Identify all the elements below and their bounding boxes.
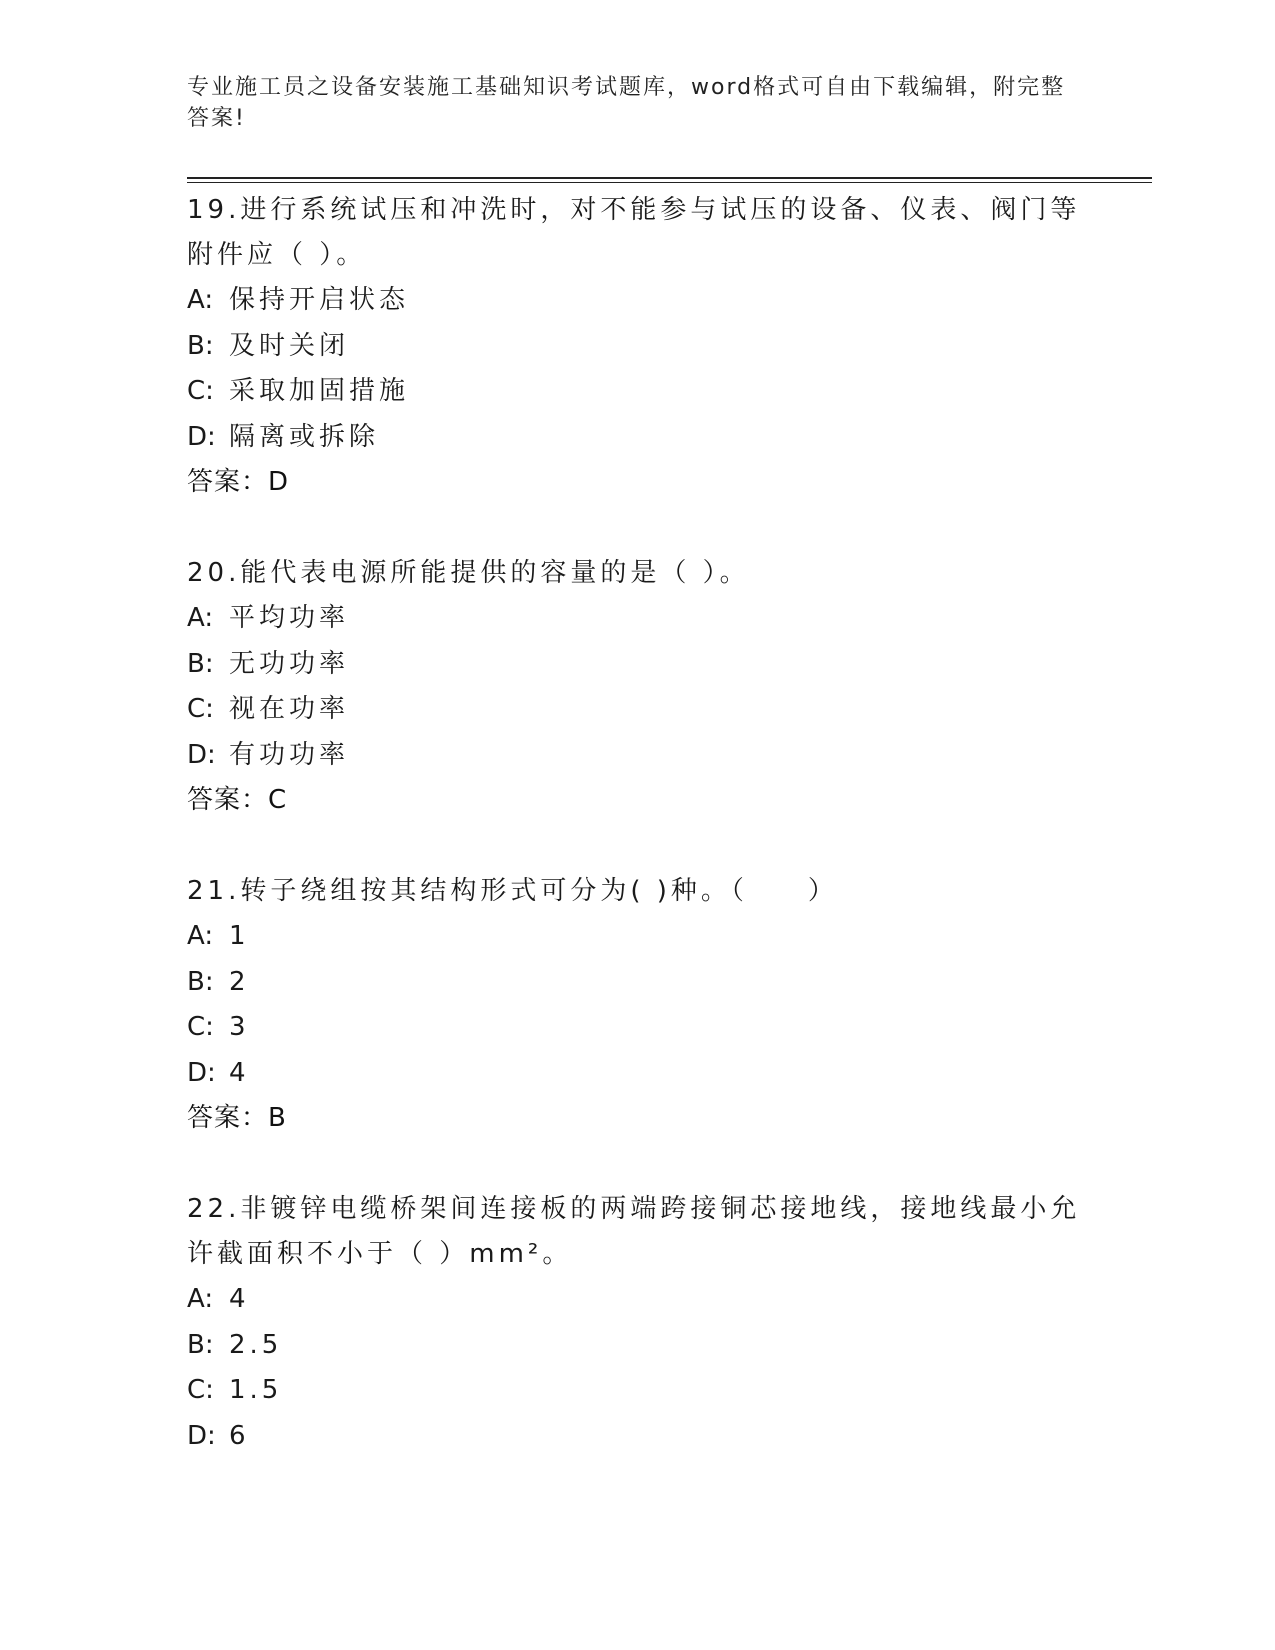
option-key: A: bbox=[187, 603, 214, 633]
option-b bbox=[187, 960, 1087, 1006]
option-text: 4 bbox=[229, 1284, 250, 1314]
question-21 bbox=[187, 869, 1087, 1141]
option-c bbox=[187, 1368, 1087, 1414]
option-c bbox=[187, 1005, 1087, 1051]
option-text: 平均功率 bbox=[229, 603, 350, 633]
option-key: C: bbox=[187, 376, 214, 406]
header-divider-thick bbox=[187, 177, 1152, 179]
question-22 bbox=[187, 1187, 1087, 1459]
option-b bbox=[187, 642, 1087, 688]
option-key: D: bbox=[187, 1057, 216, 1088]
answer-value: B bbox=[268, 1103, 287, 1133]
option-c bbox=[187, 369, 1087, 415]
option-text: 视在功率 bbox=[229, 694, 350, 724]
question-list bbox=[187, 188, 1087, 1505]
option-text: 3 bbox=[229, 1012, 250, 1042]
answer-value: D bbox=[268, 467, 290, 497]
answer-label: 答案： bbox=[187, 467, 269, 497]
answer-line bbox=[187, 1096, 1087, 1141]
answer-value: C bbox=[268, 785, 288, 815]
option-text: 采取加固措施 bbox=[229, 376, 410, 406]
option-a bbox=[187, 914, 1087, 960]
answer-line bbox=[187, 460, 1087, 505]
option-text: 4 bbox=[229, 1057, 250, 1088]
option-key: C: bbox=[187, 1012, 214, 1042]
question-stem: 20.能代表电源所能提供的容量的是（ ）。 bbox=[187, 558, 750, 588]
option-d bbox=[187, 415, 1087, 461]
option-key: B: bbox=[187, 330, 214, 361]
question-stem: 22.非镀锌电缆桥架间连接板的两端跨接铜芯接地线，接地线最小允许截面积不小于（ ）mm²。 bbox=[187, 1194, 1081, 1269]
option-text: 1 bbox=[229, 921, 250, 951]
option-key: A: bbox=[187, 1284, 214, 1314]
option-text: 2 bbox=[229, 966, 250, 997]
answer-line bbox=[187, 778, 1087, 823]
question-19 bbox=[187, 188, 1087, 505]
option-d bbox=[187, 1051, 1087, 1097]
option-text: 有功功率 bbox=[229, 739, 350, 770]
question-stem: 21.转子绕组按其结构形式可分为( )种。（ ） bbox=[187, 876, 838, 906]
option-key: A: bbox=[187, 285, 214, 315]
option-key: D: bbox=[187, 1420, 216, 1451]
option-key: B: bbox=[187, 1329, 214, 1360]
option-b bbox=[187, 1323, 1087, 1369]
option-key: A: bbox=[187, 921, 214, 951]
option-d bbox=[187, 1414, 1087, 1460]
document-header: 专业施工员之设备安装施工基础知识考试题库，word格式可自由下载编辑，附完整答案! bbox=[187, 75, 1066, 131]
option-text: 隔离或拆除 bbox=[229, 421, 380, 452]
option-text: 6 bbox=[229, 1420, 250, 1451]
option-a bbox=[187, 278, 1087, 324]
option-text: 及时关闭 bbox=[229, 330, 350, 361]
option-a bbox=[187, 1277, 1087, 1323]
option-d bbox=[187, 733, 1087, 779]
option-text: 无功功率 bbox=[229, 648, 350, 679]
answer-label: 答案： bbox=[187, 785, 269, 815]
option-key: D: bbox=[187, 421, 216, 452]
option-c bbox=[187, 687, 1087, 733]
option-key: B: bbox=[187, 648, 214, 679]
option-key: C: bbox=[187, 1375, 214, 1405]
header-divider-thin bbox=[187, 182, 1152, 183]
answer-label: 答案： bbox=[187, 1103, 269, 1133]
option-b bbox=[187, 324, 1087, 370]
option-text: 保持开启状态 bbox=[229, 285, 410, 315]
option-a bbox=[187, 596, 1087, 642]
question-20 bbox=[187, 551, 1087, 823]
question-stem: 19.进行系统试压和冲洗时，对不能参与试压的设备、仪表、阀门等附件应（ ）。 bbox=[187, 195, 1081, 270]
option-text: 2.5 bbox=[229, 1329, 283, 1360]
option-text: 1.5 bbox=[229, 1375, 283, 1405]
option-key: B: bbox=[187, 966, 214, 997]
option-key: C: bbox=[187, 694, 214, 724]
option-key: D: bbox=[187, 739, 216, 770]
